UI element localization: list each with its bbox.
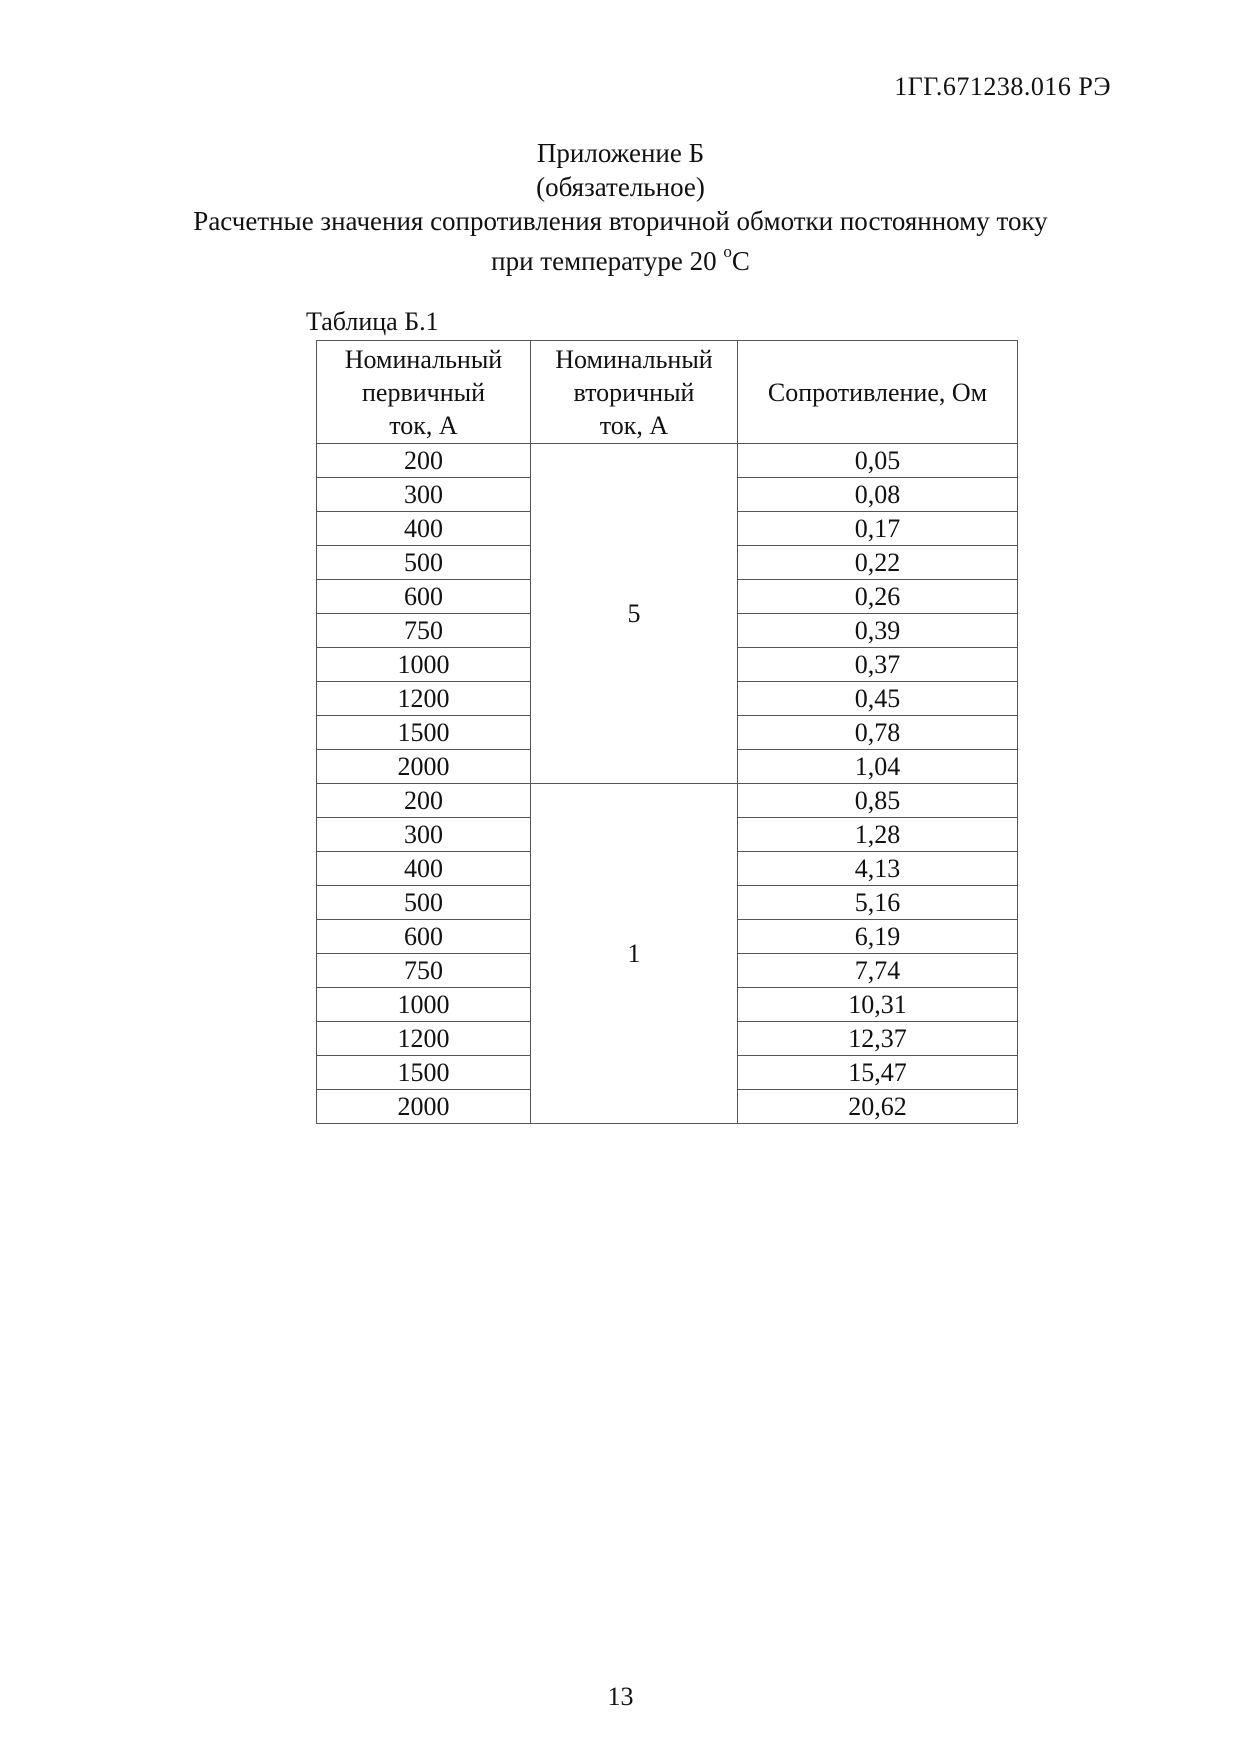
table-caption: Таблица Б.1 <box>306 307 439 336</box>
resistance-cell: 0,26 <box>738 580 1018 614</box>
table-header-row <box>317 341 1018 444</box>
primary-current-cell: 1500 <box>317 1056 531 1090</box>
primary-current-cell: 300 <box>317 818 531 852</box>
primary-current-cell: 750 <box>317 954 531 988</box>
primary-current-cell: 1200 <box>317 682 531 716</box>
header-resistance: Сопротивление, Ом <box>738 341 1018 444</box>
primary-current-cell: 1500 <box>317 716 531 750</box>
resistance-cell: 0,17 <box>738 512 1018 546</box>
resistance-cell: 10,31 <box>738 988 1018 1022</box>
primary-current-cell: 2000 <box>317 1090 531 1124</box>
primary-current-cell: 200 <box>317 784 531 818</box>
primary-current-cell: 1200 <box>317 1022 531 1056</box>
appendix-status: (обязательное) <box>536 172 705 202</box>
primary-current-cell: 2000 <box>317 750 531 784</box>
resistance-cell: 1,04 <box>738 750 1018 784</box>
resistance-cell: 5,16 <box>738 886 1018 920</box>
resistance-cell: 7,74 <box>738 954 1018 988</box>
table-row <box>317 444 1018 478</box>
resistance-cell: 0,85 <box>738 784 1018 818</box>
table-body <box>317 444 1018 1124</box>
primary-current-cell: 400 <box>317 852 531 886</box>
appendix-title-line2 <box>0 238 1241 278</box>
resistance-cell: 20,62 <box>738 1090 1018 1124</box>
resistance-cell: 0,05 <box>738 444 1018 478</box>
document-code: 1ГГ.671238.016 РЭ <box>894 72 1111 101</box>
primary-current-cell: 600 <box>317 920 531 954</box>
page-number: 13 <box>607 1682 634 1711</box>
resistance-cell: 0,39 <box>738 614 1018 648</box>
primary-current-cell: 750 <box>317 614 531 648</box>
resistance-cell: 0,45 <box>738 682 1018 716</box>
primary-current-cell: 500 <box>317 546 531 580</box>
temperature-unit: С <box>731 246 750 276</box>
resistance-cell: 12,37 <box>738 1022 1018 1056</box>
resistance-cell: 1,28 <box>738 818 1018 852</box>
resistance-cell: 0,78 <box>738 716 1018 750</box>
degree-sign: о <box>723 242 732 261</box>
primary-current-cell: 200 <box>317 444 531 478</box>
primary-current-cell: 500 <box>317 886 531 920</box>
header-primary-current: Номинальный первичный ток, А <box>317 341 531 444</box>
resistance-cell: 4,13 <box>738 852 1018 886</box>
appendix-heading <box>0 136 1241 278</box>
resistance-cell: 0,22 <box>738 546 1018 580</box>
table-row <box>317 784 1018 818</box>
primary-current-cell: 300 <box>317 478 531 512</box>
secondary-current-cell: 1 <box>531 784 738 1124</box>
primary-current-cell: 1000 <box>317 988 531 1022</box>
resistance-cell: 15,47 <box>738 1056 1018 1090</box>
primary-current-cell: 400 <box>317 512 531 546</box>
appendix-title-line1: Расчетные значения сопротивления вторичной обмотки постоянному току <box>193 206 1048 236</box>
title-temperature-prefix: при температуре 20 <box>491 246 724 276</box>
resistance-cell: 0,08 <box>738 478 1018 512</box>
resistance-table <box>316 340 1018 1124</box>
appendix-label: Приложение Б <box>536 138 705 168</box>
header-secondary-current: Номинальный вторичный ток, А <box>531 341 738 444</box>
secondary-current-cell: 5 <box>531 444 738 784</box>
primary-current-cell: 600 <box>317 580 531 614</box>
resistance-cell: 0,37 <box>738 648 1018 682</box>
resistance-cell: 6,19 <box>738 920 1018 954</box>
primary-current-cell: 1000 <box>317 648 531 682</box>
